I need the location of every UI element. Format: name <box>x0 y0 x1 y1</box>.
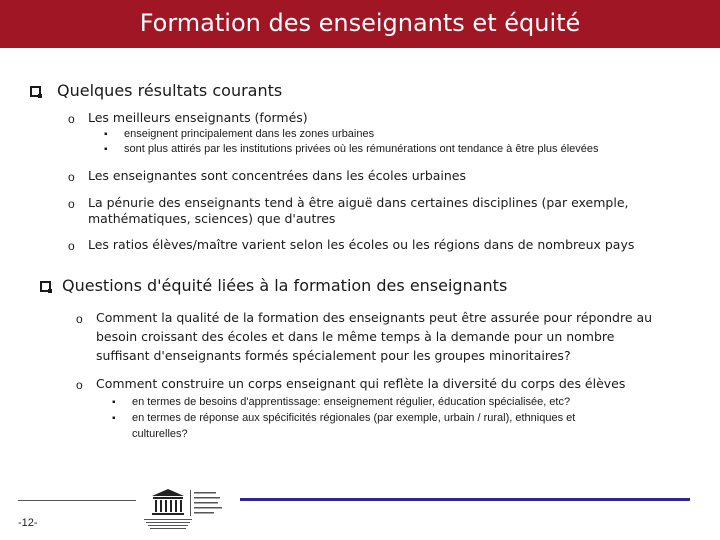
square-bullet-icon <box>30 86 41 97</box>
list-item-best-teachers: Les meilleurs enseignants (formés) <box>88 110 308 125</box>
list-item-shortage-line2: mathématiques, sciences) que d'autres <box>88 211 336 226</box>
page-number: -12- <box>18 517 38 529</box>
question-quality-line1: Comment la qualité de la formation des enseignants peut être assurée pour répondre au <box>96 310 653 325</box>
sub-item-learning-needs: en termes de besoins d'apprentissage: enseignement régulier, éducation spécialisée, etc? <box>132 396 571 408</box>
square-bullet-icon <box>40 281 51 292</box>
footer-divider-left <box>18 500 136 501</box>
footer-divider <box>240 498 690 501</box>
circle-bullet-icon: o <box>68 112 75 126</box>
list-item-ratios: Les ratios élèves/maître varient selon les écoles ou les régions dans de nombreux pays <box>88 237 635 252</box>
list-item-female-teachers: Les enseignantes sont concentrées dans les écoles urbaines <box>88 168 467 183</box>
sub-item-regional-line1: en termes de réponse aux spécificités régionales (par exemple, urbain / rural), ethniques et <box>132 412 576 424</box>
circle-bullet-icon: o <box>76 378 83 392</box>
section-heading-equity: Questions d'équité liées à la formation des enseignants <box>62 276 508 295</box>
sub-item-regional-line2: culturelles? <box>132 428 188 440</box>
question-quality-line3: suffisant d'enseignants formés spécialement pour les groupes minoritaires? <box>96 348 571 363</box>
dot-bullet-icon: ▪ <box>112 397 116 408</box>
circle-bullet-icon: o <box>68 170 75 184</box>
question-quality-line2: besoin croissant des écoles et dans le même temps à la demande pour un nombre <box>96 329 615 344</box>
section-heading-results: Quelques résultats courants <box>57 81 283 100</box>
dot-bullet-icon: ▪ <box>104 129 108 140</box>
dot-bullet-icon: ▪ <box>104 144 108 155</box>
sub-item-urban: enseignent principalement dans les zones urbaines <box>124 128 375 140</box>
unesco-logo-icon <box>138 488 228 532</box>
circle-bullet-icon: o <box>76 312 83 326</box>
list-item-shortage-line1: La pénurie des enseignants tend à être aiguë dans certaines disciplines (par exemple, <box>88 195 629 210</box>
circle-bullet-icon: o <box>68 239 75 253</box>
circle-bullet-icon: o <box>68 197 75 211</box>
slide-title: Formation des enseignants et équité <box>0 0 720 48</box>
sub-item-private: sont plus attirés par les institutions privées où les rémunérations ont tendance à être plus élevées <box>124 143 599 155</box>
question-diversity: Comment construire un corps enseignant qui reflète la diversité du corps des élèves <box>96 376 626 391</box>
dot-bullet-icon: ▪ <box>112 413 116 424</box>
